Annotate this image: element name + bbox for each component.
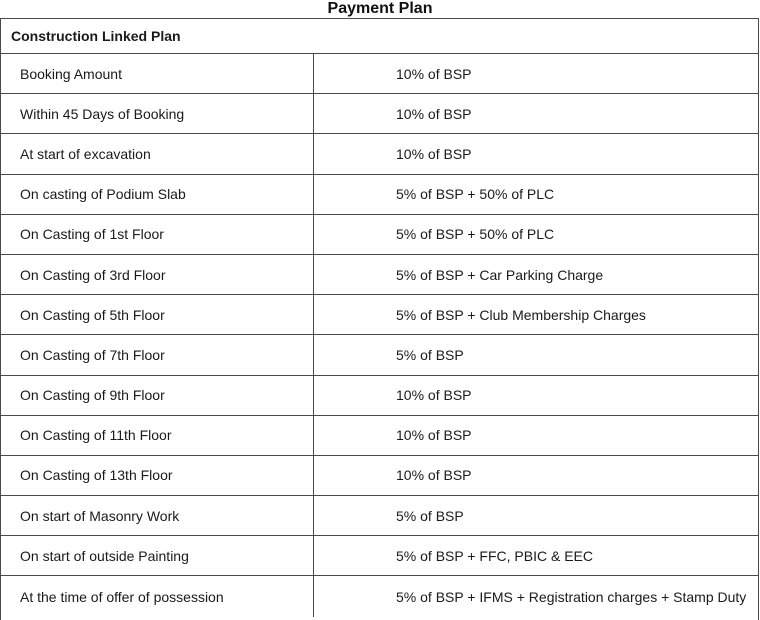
stage-cell: On start of outside Painting [1, 536, 314, 575]
table-row [1, 54, 758, 94]
stage-cell: On Casting of 7th Floor [1, 335, 314, 374]
stage-cell: Booking Amount [1, 54, 314, 93]
amount-cell: 5% of BSP + Club Membership Charges [396, 306, 646, 323]
amount-cell: 10% of BSP [396, 387, 472, 404]
stage-cell: On Casting of 5th Floor [1, 295, 314, 334]
table-row [1, 536, 758, 576]
amount-cell: 5% of BSP [396, 507, 464, 524]
amount-cell: 5% of BSP + Car Parking Charge [396, 266, 604, 283]
amount-cell: 10% of BSP [396, 145, 472, 162]
stage-cell: At the time of offer of possession [1, 576, 314, 616]
amount-cell: 5% of BSP + 50% of PLC [396, 186, 555, 203]
stage-cell: On Casting of 3rd Floor [1, 255, 314, 294]
stage-cell: On Casting of 1st Floor [1, 215, 314, 254]
stage-cell: On start of Masonry Work [1, 496, 314, 535]
amount-cell: 10% of BSP [396, 467, 472, 484]
table-row [1, 255, 758, 295]
amount-cell: 10% of BSP [396, 65, 472, 82]
stage-cell: On Casting of 13th Floor [1, 456, 314, 495]
amount-cell: 10% of BSP [396, 427, 472, 444]
amount-cell: 5% of BSP [396, 346, 464, 363]
stage-cell: At start of excavation [1, 134, 314, 173]
table-row [1, 215, 758, 255]
amount-cell: 10% of BSP [396, 105, 472, 122]
amount-cell: 5% of BSP + 50% of PLC [396, 226, 555, 243]
stage-cell: Within 45 Days of Booking [1, 94, 314, 133]
table-row [1, 576, 758, 616]
stage-cell: On Casting of 11th Floor [1, 416, 314, 455]
page-title: Payment Plan [327, 0, 433, 17]
table-row [1, 456, 758, 496]
table-row [1, 496, 758, 536]
amount-cell: 5% of BSP + IFMS + Registration charges + Stamp Duty [396, 588, 747, 605]
table-row [1, 416, 758, 456]
table-row [1, 175, 758, 215]
plan-rows [1, 54, 758, 617]
table-row [1, 335, 758, 375]
payment-plan-table [0, 18, 759, 620]
plan-name-header: Construction Linked Plan [1, 19, 758, 54]
table-row [1, 376, 758, 416]
stage-cell: On casting of Podium Slab [1, 175, 314, 214]
table-row [1, 134, 758, 174]
table-row [1, 94, 758, 134]
amount-cell: 5% of BSP + FFC, PBIC & EEC [396, 547, 593, 564]
stage-cell: On Casting of 9th Floor [1, 376, 314, 415]
table-row [1, 295, 758, 335]
